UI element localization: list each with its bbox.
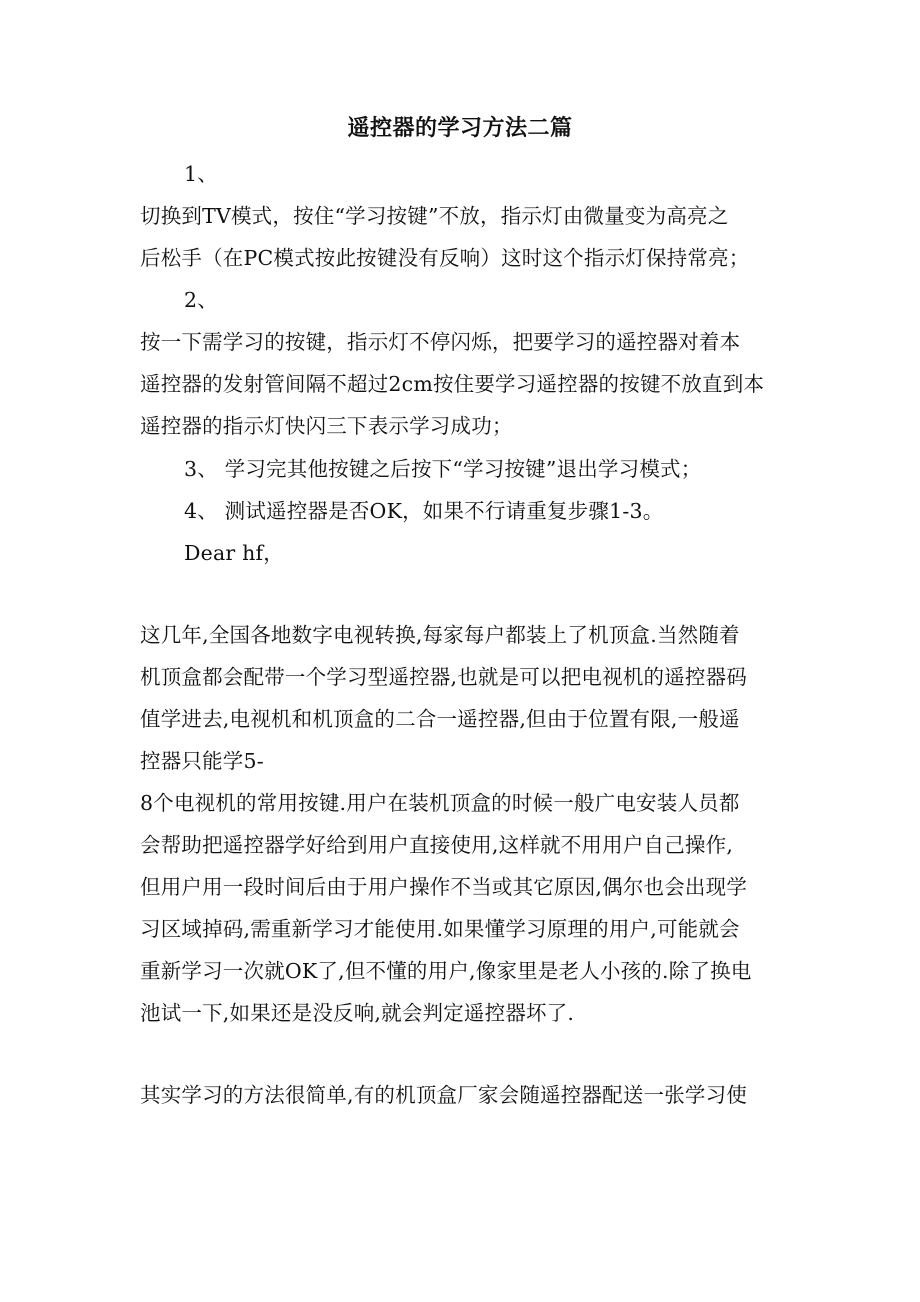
step-4-line: 4、 测试遥控器是否OK，如果不行请重复步骤1-3。 bbox=[184, 499, 664, 523]
greeting-line: Dear hf， bbox=[184, 541, 284, 565]
paragraph-line: 池试一下,如果还是没反响,就会判定遥控器坏了. bbox=[140, 1001, 575, 1025]
paragraph-line: 遥控器的发射管间隔不超过2cm按住要学习遥控器的按键不放直到本 bbox=[140, 372, 765, 396]
paragraph-line: 切换到TV模式，按住“学习按键”不放，指示灯由微量变为高亮之 bbox=[140, 204, 729, 228]
paragraph-line: 这几年,全国各地数字电视转换,每家每户都装上了机顶盒.当然随着 bbox=[140, 623, 740, 647]
step-3-line: 3、 学习完其他按键之后按下“学习按键”退出学习模式； bbox=[184, 457, 702, 481]
paragraph-line: 重新学习一次就OK了,但不懂的用户,像家里是老人小孩的.除了换电 bbox=[140, 959, 752, 983]
paragraph-line: 8个电视机的常用按键.用户在装机顶盒的时候一般广电安装人员都 bbox=[140, 791, 740, 815]
paragraph-line: 会帮助把遥控器学好给到用户直接使用,这样就不用用户自己操作, bbox=[140, 833, 734, 857]
paragraph-line: 值学进去,电视机和机顶盒的二合一遥控器,但由于位置有限,一般遥 bbox=[140, 707, 740, 731]
paragraph-line: 其实学习的方法很简单,有的机顶盒厂家会随遥控器配送一张学习使 bbox=[140, 1083, 748, 1107]
paragraph-line: 后松手（在PC模式按此按键没有反响）这时这个指示灯保持常亮； bbox=[140, 246, 750, 270]
paragraph-line: 机顶盒都会配带一个学习型遥控器,也就是可以把电视机的遥控器码 bbox=[140, 665, 748, 689]
paragraph-line: 遥控器的指示灯快闪三下表示学习成功； bbox=[140, 414, 513, 438]
paragraph-line: 习区域掉码,需重新学习才能使用.如果懂学习原理的用户,可能就会 bbox=[140, 917, 740, 941]
step-1-number: 1、 bbox=[184, 162, 218, 186]
paragraph-line: 但用户用一段时间后由于用户操作不当或其它原因,偶尔也会出现学 bbox=[140, 875, 748, 899]
paragraph-line: 控器只能学5- bbox=[140, 749, 264, 773]
document-title: 遥控器的学习方法二篇 bbox=[347, 115, 573, 141]
step-2-number: 2、 bbox=[184, 288, 218, 312]
paragraph-line: 按一下需学习的按键，指示灯不停闪烁，把要学习的遥控器对着本 bbox=[140, 330, 741, 354]
